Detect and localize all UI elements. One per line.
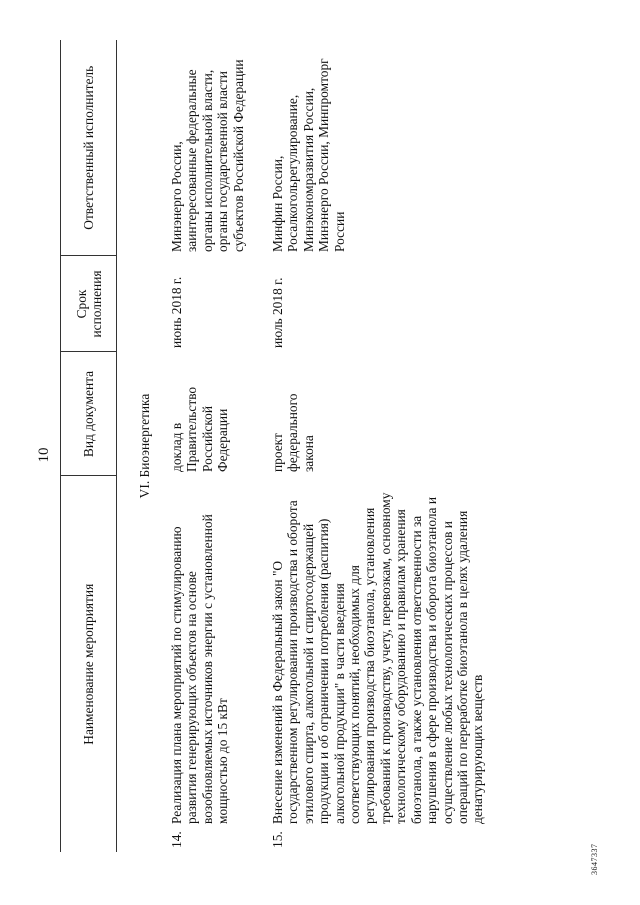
header-doc-type: Вид документа bbox=[61, 352, 117, 476]
header-responsible: Ответственный исполнитель bbox=[61, 40, 117, 256]
row-number: 15. bbox=[270, 831, 286, 848]
header-deadline: Срок исполнения bbox=[61, 256, 117, 352]
page-number: 10 bbox=[36, 447, 52, 463]
row-deadline: июль 2018 г. bbox=[270, 277, 286, 348]
section-title: VI. Биоэнергетика bbox=[137, 393, 152, 499]
table-header-row bbox=[61, 40, 117, 852]
row-deadline: июнь 2018 г. bbox=[169, 276, 184, 348]
row-responsible: Минфин России, Росалкогольрегулирование, Минэкономразвития России, Минэнерго России, Минпромторг России bbox=[270, 58, 347, 252]
rotated-page bbox=[34, 30, 606, 880]
table-row bbox=[161, 40, 262, 852]
document-id: 3647337 bbox=[590, 843, 599, 875]
row-measure-name: Реализация плана мероприятий по стимулированию развития генерирующих объектов на основе возобновляемых источников энергии с установленной мощностью до 15 кВт bbox=[169, 514, 231, 824]
section-row bbox=[117, 40, 162, 852]
row-doc-type: доклад в Правительство Российской Федерации bbox=[169, 386, 231, 472]
row-doc-type: проект федерального закона bbox=[270, 393, 316, 472]
measures-table bbox=[60, 40, 502, 852]
row-measure-name: Внесение изменений в Федеральный закон "О государственном регулировании производства и оборота этилового спирта, алкогольной и спиртосодержащей продукции и об ограничении потребления (распития) алкогольной продукции" в части введения соответствующих понятий, необходимых для регулирования производства биоэтанола, установления требований к производству, учету, перевозкам, основному технологическому оборудованию и правилам хранения биоэтанола, а также установления ответственности за нарушения в сфере производства и оборота биоэтанола и осуществление любых технологических процессов и операций по переработке биоэтанола в целях удаления денатурирующих веществ bbox=[270, 492, 486, 824]
table-row bbox=[262, 40, 502, 852]
row-responsible: Минэнерго России, заинтересованные федеральные органы исполнительной власти, органы государственной власти субъектов Российской Федерации bbox=[169, 59, 246, 252]
header-name: Наименование мероприятия bbox=[61, 476, 117, 852]
row-number: 14. bbox=[169, 831, 184, 848]
